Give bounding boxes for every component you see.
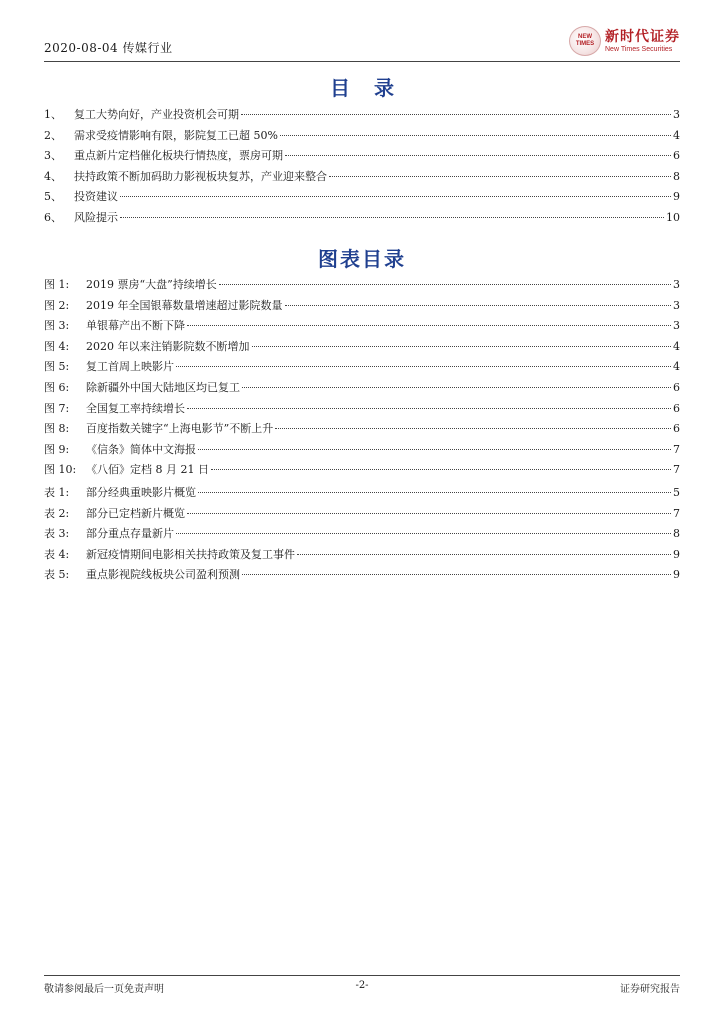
entry-page-number: 5 [673, 486, 680, 499]
entry-page-number: 4 [673, 128, 680, 142]
table-index-list [44, 484, 680, 587]
entry-page-number: 3 [673, 278, 680, 291]
entry-page-number: 7 [673, 442, 680, 456]
figure-entry[interactable] [44, 420, 680, 441]
table-entry[interactable] [44, 546, 680, 567]
entry-number: 5、 [44, 190, 62, 204]
entry-number: 图 1: [44, 278, 70, 291]
logo-english-name: New Times Securities [605, 45, 673, 53]
dot-leader [187, 408, 671, 409]
entry-title: 部分经典重映影片概览 [86, 486, 196, 499]
entry-number: 图 6: [44, 380, 70, 394]
figure-entry[interactable] [44, 461, 680, 482]
logo-chinese-name: 新时代证券 [605, 28, 680, 45]
entry-page-number: 7 [673, 506, 680, 520]
figure-entry[interactable] [44, 297, 680, 318]
dot-leader [280, 135, 671, 136]
entry-page-number: 8 [673, 527, 680, 541]
entry-number: 表 2: [44, 506, 70, 520]
figure-entry[interactable] [44, 400, 680, 421]
entry-title: 2019 年全国银幕数量增速超过影院数量 [86, 298, 283, 312]
dot-leader [285, 305, 672, 306]
table-entry[interactable] [44, 525, 680, 546]
toc-entry[interactable] [44, 106, 680, 127]
dot-leader [176, 533, 671, 534]
dot-leader [219, 284, 671, 285]
entry-number: 图 9: [44, 442, 70, 456]
figure-entry[interactable] [44, 441, 680, 462]
figure-entry[interactable] [44, 379, 680, 400]
entry-number: 6、 [44, 210, 62, 224]
entry-number: 表 1: [44, 486, 70, 499]
toc-title: 目录 [330, 76, 418, 100]
entry-title: 投资建议 [74, 190, 118, 204]
table-entry[interactable] [44, 484, 680, 505]
entry-page-number: 7 [673, 463, 680, 477]
entry-page-number: 3 [673, 108, 680, 121]
entry-number: 图 7: [44, 401, 70, 415]
dot-leader [241, 114, 671, 115]
figure-index-title: 图表目录 [318, 247, 406, 271]
entry-number: 图 3: [44, 319, 70, 333]
dot-leader [187, 513, 671, 514]
figure-entry[interactable] [44, 276, 680, 297]
entry-number: 图 5: [44, 360, 70, 374]
toc-entry[interactable] [44, 188, 680, 209]
entry-title: 《八佰》定档 8 月 21 日 [86, 463, 209, 477]
entry-title: 重点新片定档催化板块行情热度，票房可期 [74, 149, 283, 163]
entry-title: 单银幕产出不断下降 [86, 319, 185, 333]
entry-title: 部分重点存量新片 [86, 527, 174, 541]
dot-leader [120, 196, 671, 197]
entry-title: 2020 年以来注销影院数不断增加 [86, 339, 250, 353]
entry-page-number: 9 [673, 190, 680, 204]
footer-report-type: 证券研究报告 [620, 984, 680, 995]
page-header [44, 26, 680, 60]
dot-leader [211, 469, 671, 470]
toc-entry[interactable] [44, 168, 680, 189]
toc-list [44, 106, 680, 230]
footer-page-number: -2- [355, 980, 369, 991]
entry-number: 1、 [44, 108, 62, 121]
entry-number: 表 4: [44, 547, 70, 561]
dot-leader [285, 155, 671, 156]
entry-title: 新冠疫情期间电影相关扶持政策及复工事件 [86, 547, 295, 561]
entry-title: 需求受疫情影响有限，影院复工已超 50% [74, 128, 278, 142]
figure-entry[interactable] [44, 338, 680, 359]
table-entry[interactable] [44, 505, 680, 526]
entry-page-number: 9 [673, 568, 680, 582]
entry-page-number: 8 [673, 169, 680, 183]
entry-title: 部分已定档新片概览 [86, 506, 185, 520]
dot-leader [252, 346, 672, 347]
dot-leader [120, 217, 664, 218]
entry-page-number: 3 [673, 298, 680, 312]
entry-number: 图 10: [44, 463, 77, 477]
logo-mark-bottom: TIMES [575, 41, 595, 47]
figure-entry[interactable] [44, 317, 680, 338]
table-entry[interactable] [44, 566, 680, 587]
entry-page-number: 9 [673, 547, 680, 561]
footer-divider [44, 975, 680, 976]
header-divider [44, 61, 680, 62]
dot-leader [176, 366, 671, 367]
entry-page-number: 6 [673, 149, 680, 163]
figure-index-list [44, 276, 680, 482]
entry-page-number: 4 [673, 339, 680, 353]
entry-title: 除新疆外中国大陆地区均已复工 [86, 380, 240, 394]
entry-page-number: 6 [673, 401, 680, 415]
entry-title: 百度指数关键字“上海电影节”不断上升 [86, 422, 274, 436]
entry-number: 表 5: [44, 568, 70, 582]
dot-leader [187, 325, 671, 326]
page-footer [44, 980, 680, 996]
dot-leader [275, 428, 671, 429]
entry-title: 《信条》简体中文海报 [86, 442, 196, 456]
footer-disclaimer: 敬请参阅最后一页免责声明 [44, 984, 164, 995]
entry-page-number: 3 [673, 319, 680, 333]
toc-entry[interactable] [44, 127, 680, 148]
entry-title: 复工首周上映影片 [86, 360, 174, 374]
entry-number: 4、 [44, 169, 62, 183]
dot-leader [198, 449, 671, 450]
entry-page-number: 4 [673, 360, 680, 374]
dot-leader [198, 492, 671, 493]
entry-number: 2、 [44, 128, 62, 142]
entry-title: 扶持政策不断加码助力影视板块复苏，产业迎来整合 [74, 169, 327, 183]
entry-number: 3、 [44, 149, 62, 163]
entry-page-number: 10 [666, 210, 680, 224]
entry-number: 图 8: [44, 422, 70, 436]
entry-title: 重点影视院线板块公司盈利预测 [86, 568, 240, 582]
logo-mark-icon [569, 26, 601, 56]
entry-number: 表 3: [44, 527, 70, 541]
figure-entry[interactable] [44, 358, 680, 379]
dot-leader [242, 387, 671, 388]
company-logo [569, 26, 680, 56]
entry-title: 复工大势向好，产业投资机会可期 [74, 108, 239, 121]
entry-title: 风险提示 [74, 210, 118, 224]
logo-mark-top: NEW [578, 34, 592, 40]
entry-title: 2019 票房“大盘”持续增长 [86, 278, 217, 291]
toc-entry[interactable] [44, 209, 680, 230]
dot-leader [242, 574, 671, 575]
header-date-sector: 2020-08-04 传媒行业 [44, 41, 173, 55]
entry-page-number: 6 [673, 380, 680, 394]
dot-leader [329, 176, 671, 177]
entry-number: 图 2: [44, 298, 70, 312]
entry-page-number: 6 [673, 422, 680, 436]
dot-leader [297, 554, 671, 555]
entry-number: 图 4: [44, 339, 70, 353]
entry-title: 全国复工率持续增长 [86, 401, 185, 415]
toc-entry[interactable] [44, 147, 680, 168]
